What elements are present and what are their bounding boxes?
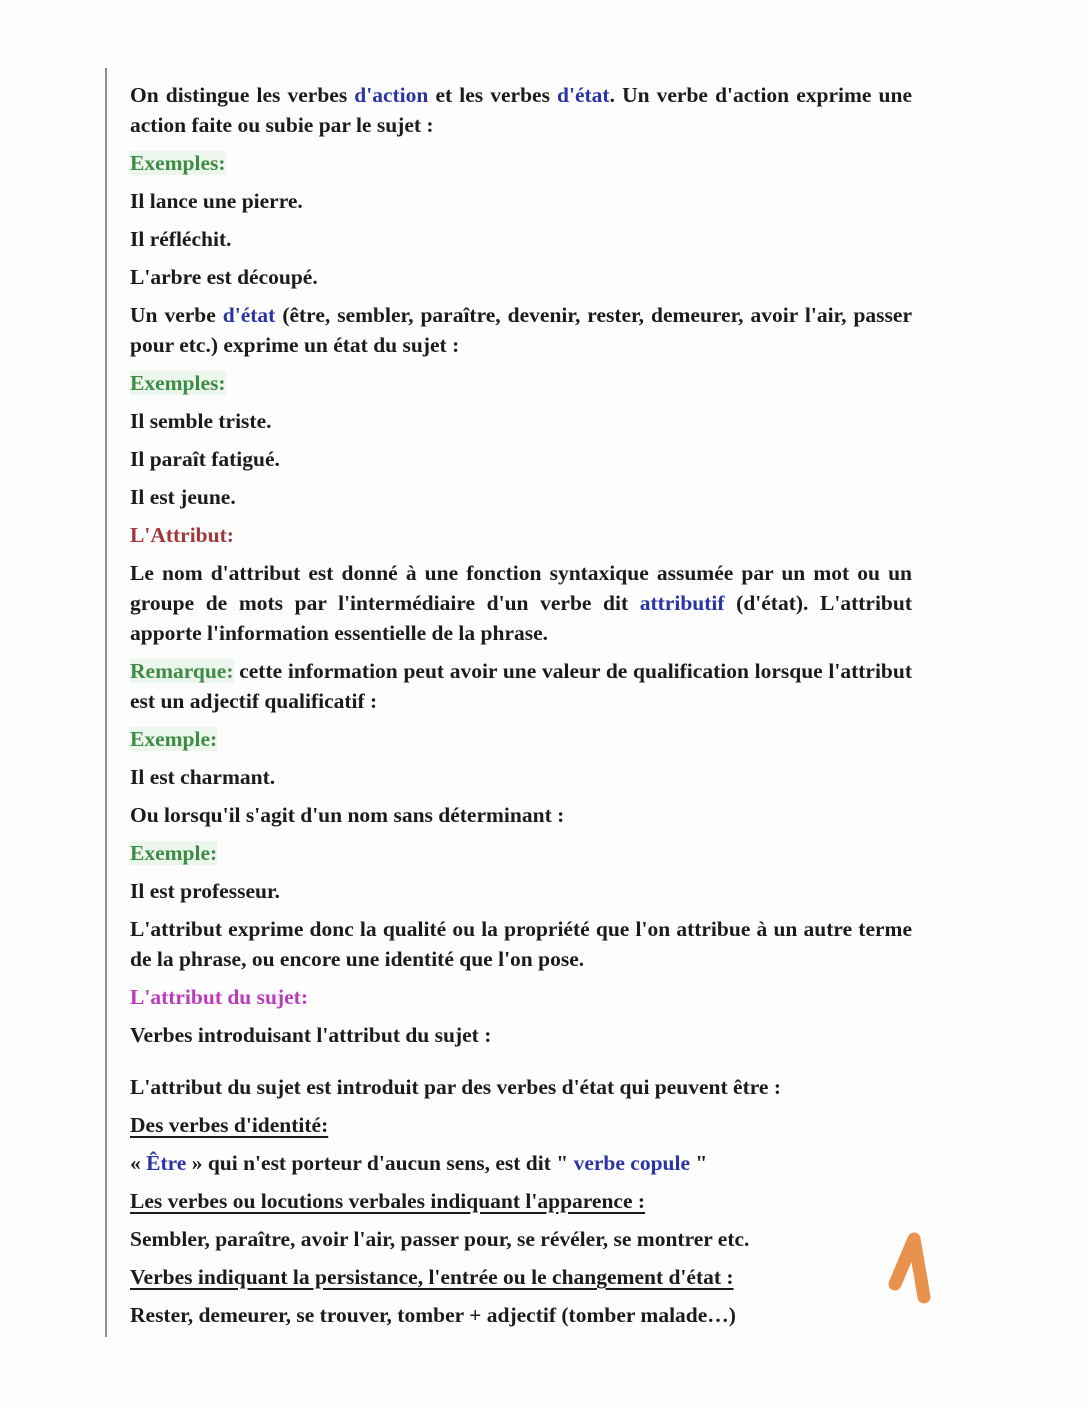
text-run: Sembler, paraître, avoir l'air, passer pour, se révéler, se montrer etc. (130, 1227, 750, 1251)
text-run: Il paraît fatigué. (130, 447, 280, 471)
text-run: Ou lorsqu'il s'agit d'un nom sans déterminant : (130, 803, 565, 827)
text-run: Être (146, 1151, 187, 1175)
text-run: Verbes indiquant la persistance, l'entrée ou le changement d'état : (130, 1265, 734, 1289)
example-sentence (130, 482, 912, 512)
subheading-verbes-persistance (130, 1262, 912, 1292)
text-run: Il semble triste. (130, 409, 272, 433)
example-label (130, 724, 912, 754)
text-run: d'état (222, 303, 276, 327)
subheading-verbes-apparence (130, 1186, 912, 1216)
section-heading-attribut-du-sujet (130, 982, 912, 1012)
body-sentence (130, 1300, 912, 1330)
text-run: " (690, 1151, 708, 1175)
example-sentence (130, 262, 912, 292)
example-label (130, 838, 912, 868)
text-run: Il est professeur. (130, 879, 280, 903)
text-run: L'Attribut: (130, 523, 234, 547)
text-run: Les verbes ou locutions verbales indiquant l'apparence : (130, 1189, 646, 1213)
text-run: Il est jeune. (130, 485, 236, 509)
text-run: cette information peut avoir une valeur de qualification lorsque l'attribut est un adjectif qualificatif : (130, 659, 912, 713)
text-run: Remarque: (130, 659, 234, 683)
remarque-paragraph (130, 656, 912, 716)
examples-label (130, 148, 912, 178)
text-run: Verbes introduisant l'attribut du sujet : (130, 1023, 492, 1047)
text-run: On distingue les verbes (130, 83, 355, 107)
text-run: L'arbre est découpé. (130, 265, 318, 289)
text-run: Il lance une pierre. (130, 189, 303, 213)
attribut-summary-paragraph (130, 914, 912, 974)
text-run: et les verbes (428, 83, 558, 107)
left-margin-rule (105, 68, 107, 1337)
text-run: « (130, 1151, 147, 1175)
example-sentence (130, 444, 912, 474)
body-sentence (130, 800, 912, 830)
handwritten-1-annotation (875, 1222, 945, 1312)
example-sentence (130, 762, 912, 792)
text-run: » qui n'est porteur d'aucun sens, est dit " (186, 1151, 574, 1175)
attribut-definition-paragraph (130, 558, 912, 648)
text-run: Exemple: (130, 727, 218, 751)
etat-paragraph (130, 300, 912, 360)
body-sentence (130, 1020, 912, 1050)
text-run: d'état (557, 83, 610, 107)
text-run: . Un verbe d'action exprime une action faite ou subie par le sujet : (130, 83, 913, 137)
example-sentence (130, 406, 912, 436)
text-run: attributif (639, 591, 725, 615)
body-sentence (130, 1072, 912, 1102)
section-heading-attribut (130, 520, 912, 550)
text-run: L'attribut exprime donc la qualité ou la propriété que l'on attribue à un autre terme de la phrase, ou encore une identité que l'on pose. (130, 917, 912, 971)
etre-copule-sentence (130, 1148, 912, 1178)
text-run: L'attribut du sujet: (130, 985, 308, 1009)
text-run: Il est charmant. (130, 765, 276, 789)
text-run: Exemples: (130, 371, 226, 395)
text-run: d'action (354, 83, 429, 107)
intro-paragraph (130, 80, 912, 140)
examples-label (130, 368, 912, 398)
text-run: Exemples: (130, 151, 226, 175)
example-sentence (130, 876, 912, 906)
text-run: Exemple: (130, 841, 218, 865)
text-run: Le nom d'attribut est donné à une fonction syntaxique assumée par un mot ou un groupe de mots par l'intermédiaire d'un verbe dit (130, 561, 912, 615)
text-run: L'attribut du sujet est introduit par des verbes d'état qui peuvent être : (130, 1075, 781, 1099)
text-run: (d'état). L'attribut apporte l'information essentielle de la phrase. (130, 591, 912, 645)
body-sentence (130, 1224, 912, 1254)
document-content (130, 80, 912, 1338)
text-run: Un verbe (130, 303, 223, 327)
example-sentence (130, 186, 912, 216)
text-run: Rester, demeurer, se trouver, tomber + adjectif (tomber malade…) (130, 1303, 736, 1327)
subheading-verbes-identite (130, 1110, 912, 1140)
text-run: verbe copule (573, 1151, 691, 1175)
example-sentence (130, 224, 912, 254)
text-run: (être, sembler, paraître, devenir, rester, demeurer, avoir l'air, passer pour etc.) exprime un état du sujet : (130, 303, 913, 357)
text-run: Il réfléchit. (130, 227, 232, 251)
text-run: Des verbes d'identité: (130, 1113, 329, 1137)
